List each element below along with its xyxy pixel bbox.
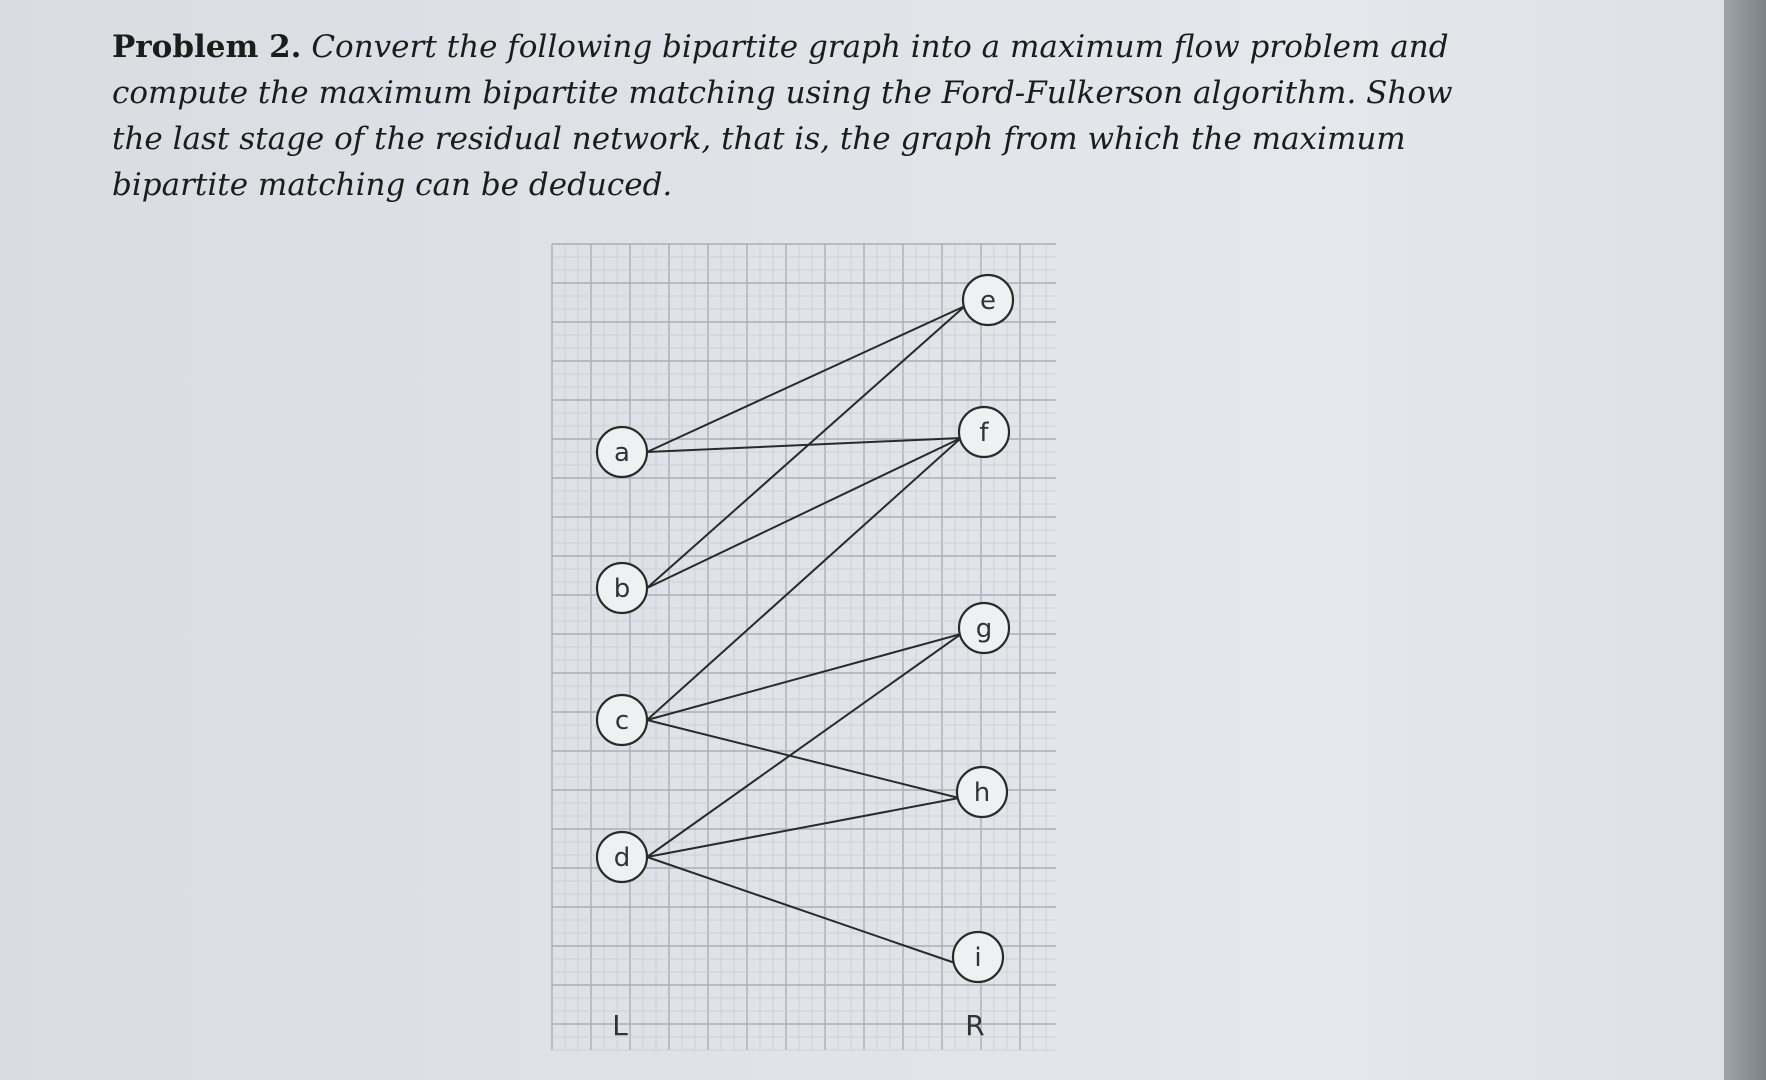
edge-d-h	[647, 798, 959, 857]
node-e	[963, 275, 1013, 325]
node-label: f	[979, 418, 989, 448]
problem-number: Problem 2.	[112, 29, 302, 65]
node-label: e	[980, 286, 996, 316]
node-label: i	[974, 943, 982, 973]
node-label: b	[613, 574, 631, 604]
node-d	[597, 832, 647, 882]
node-a	[597, 427, 647, 477]
node-label: d	[613, 843, 631, 873]
edge-d-g	[647, 634, 961, 857]
node-c	[597, 695, 647, 745]
node-label: c	[614, 706, 630, 736]
node-i	[953, 932, 1003, 982]
graph-nodes	[597, 275, 1013, 982]
node-g	[959, 603, 1009, 653]
left-set-label: L	[612, 1009, 628, 1042]
problem-text: Convert the following bipartite graph into a maximum flow problem and compute the maximum bipartite matching using the Ford-Fulkerson algorithm. Show the last stage of the residual network, that is, the graph from which the maximum bipartite matching can be deduced.	[112, 29, 1453, 203]
node-h	[957, 767, 1007, 817]
edge-b-f	[647, 438, 961, 588]
edge-d-i	[647, 857, 955, 963]
edge-c-h	[647, 720, 959, 798]
node-f	[959, 407, 1009, 457]
right-set-label: R	[965, 1009, 985, 1042]
node-b	[597, 563, 647, 613]
node-label: a	[614, 438, 630, 468]
node-label: g	[975, 614, 993, 644]
node-label: h	[973, 778, 991, 808]
